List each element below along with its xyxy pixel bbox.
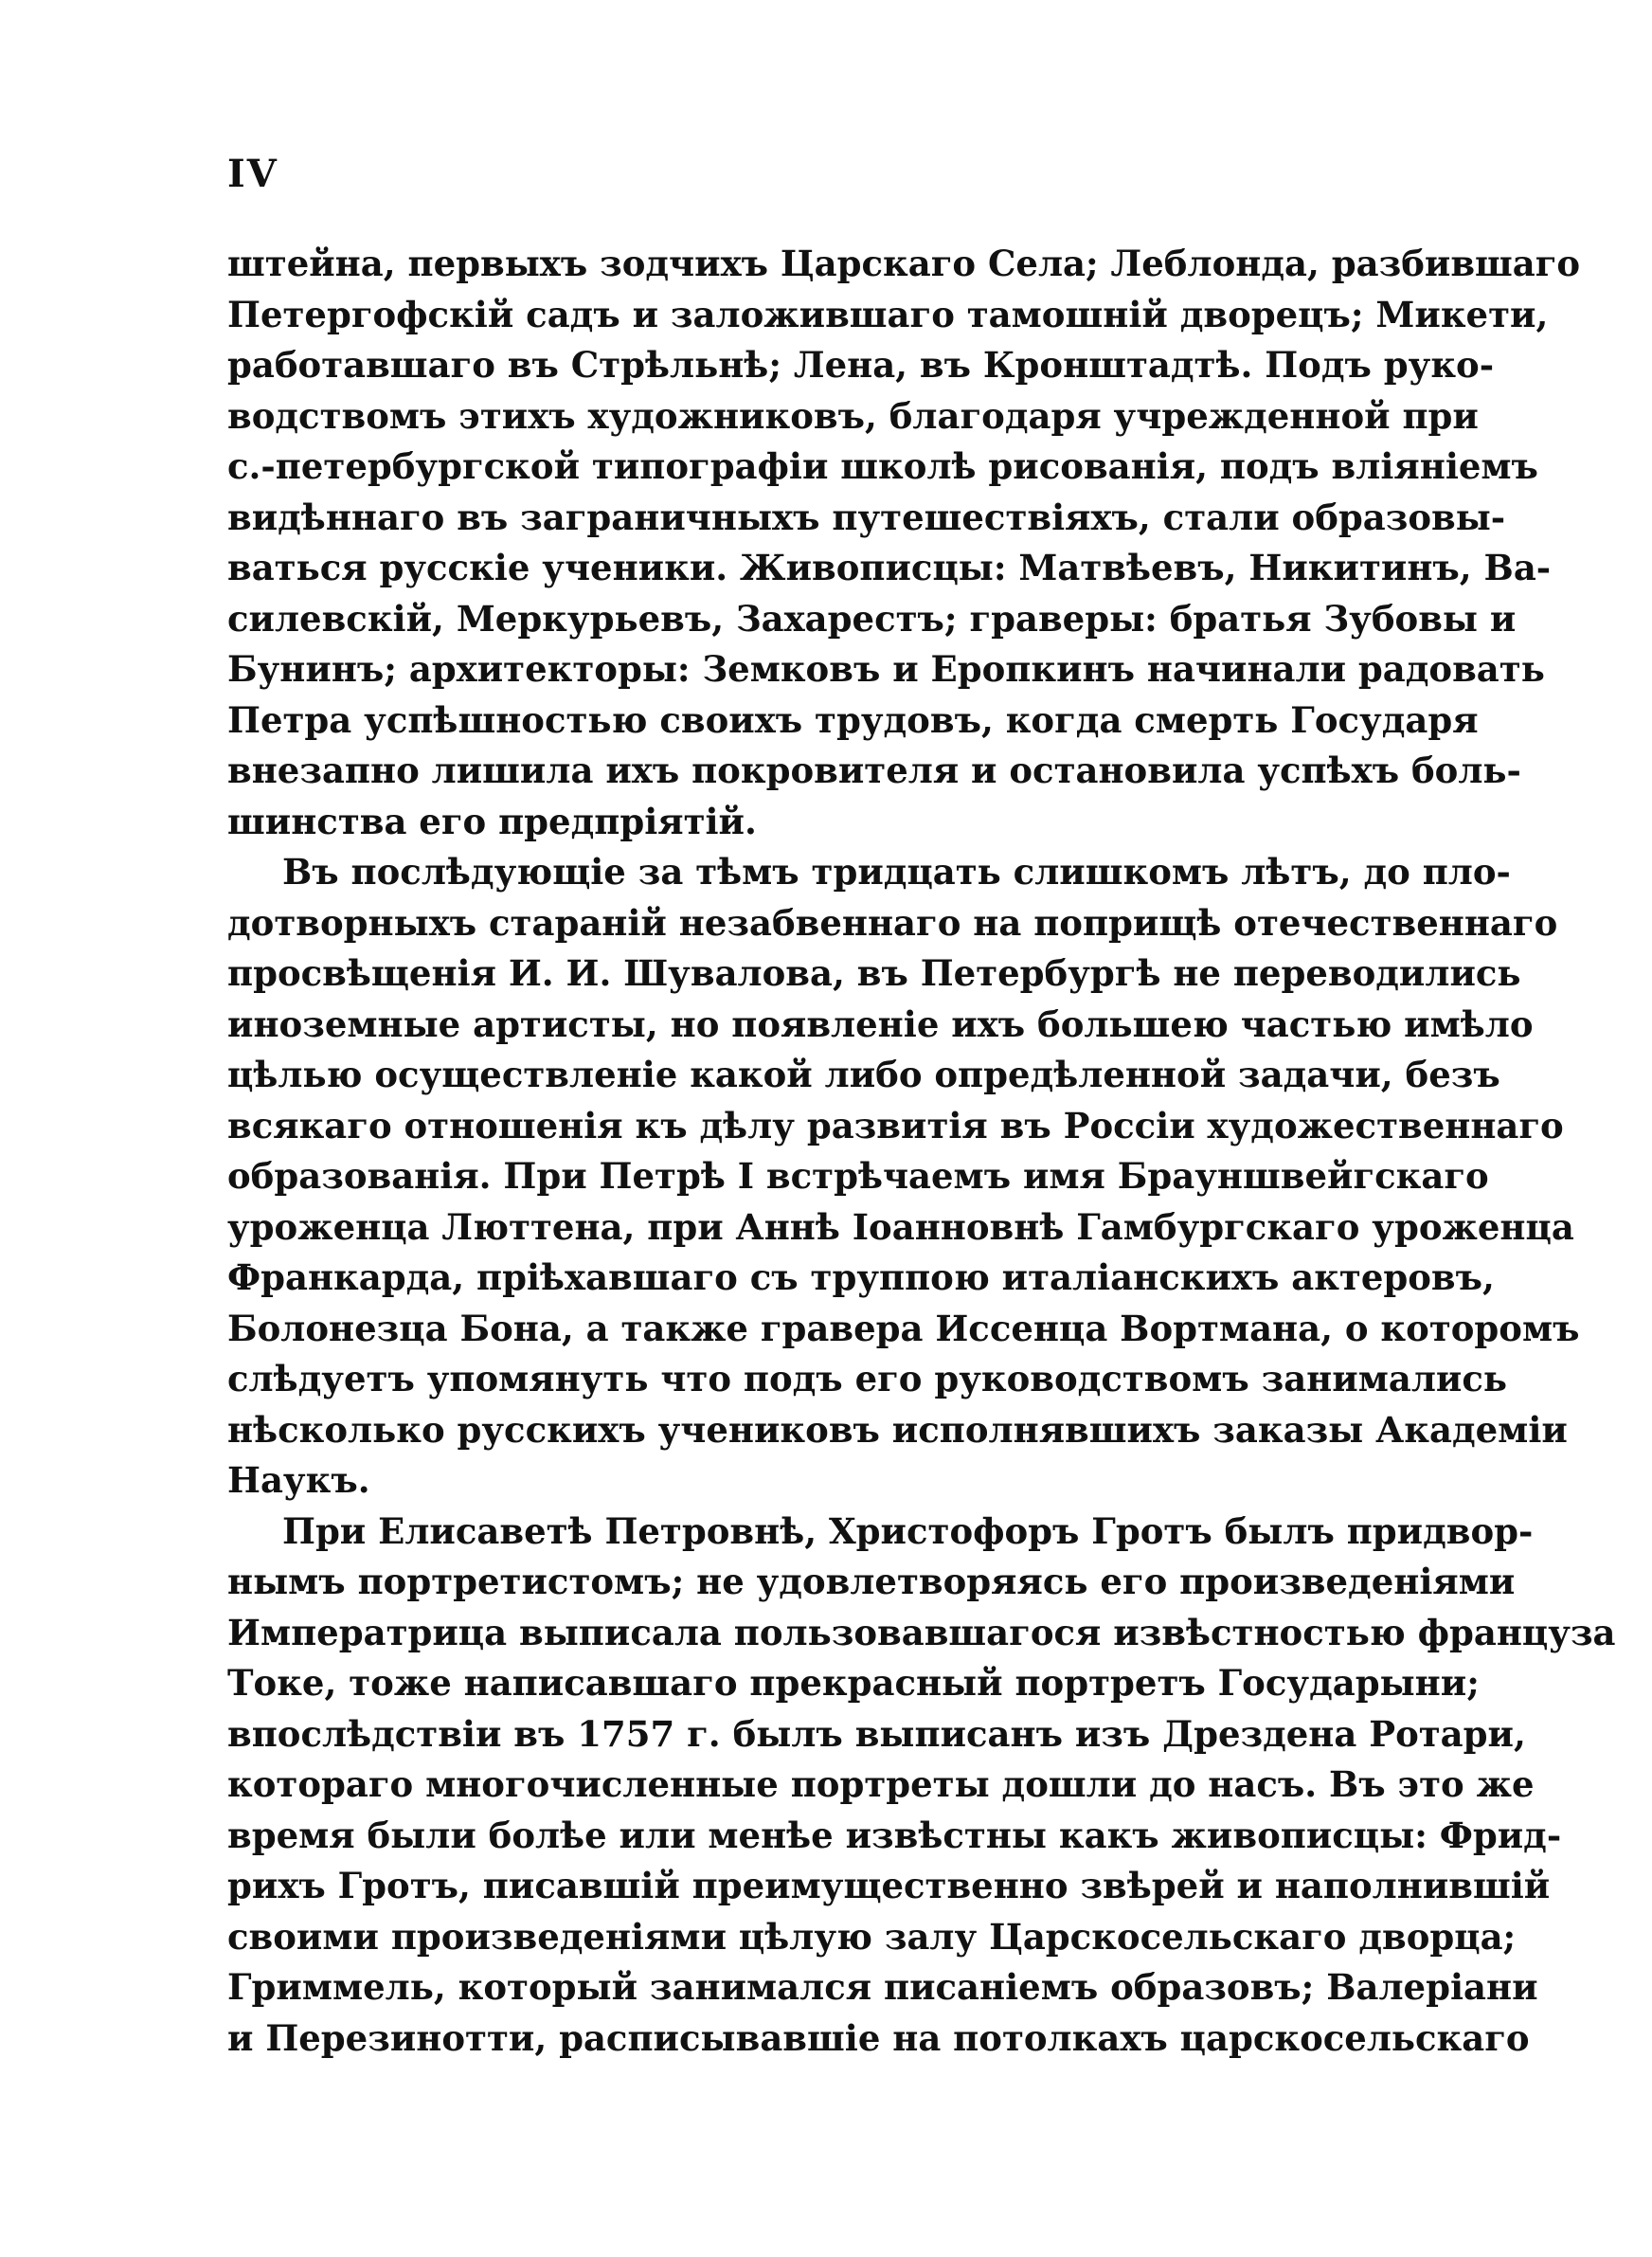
text-line: и Перезинотти, расписывавшіе на потолкахъ царскосельскаго [227, 2016, 1530, 2059]
text-line: Императрица выписала пользовавшагося извѣстностью француза [227, 1611, 1616, 1653]
text-line: Гриммель, который занимался писаніемъ образовъ; Валеріани [227, 1966, 1538, 2008]
text-line: шинства его предпріятій. [227, 800, 757, 842]
text-line: Франкарда, пріѣхавшаго съ труппою италіанскихъ актеровъ, [227, 1256, 1495, 1298]
paragraph [227, 239, 1581, 847]
text-line: дотворныхъ стараній незабвеннаго на поприщѣ отечественнаго [227, 901, 1558, 944]
paragraph [227, 847, 1580, 1507]
text-line: Петра успѣшностью своихъ трудовъ, когда смерть Государя [227, 698, 1479, 741]
text-line: видѣннаго въ заграничныхъ путешествіяхъ, стали образовы- [227, 496, 1506, 538]
text-line: просвѣщенія И. И. Шувалова, въ Петербургѣ не переводились [227, 952, 1521, 994]
text-line: слѣдуетъ упомянуть что подъ его руководствомъ занимались [227, 1358, 1507, 1399]
text-line: Петергофскій садъ и заложившаго тамошній дворецъ; Микети, [227, 293, 1549, 335]
text-line: котораго многочисленные портреты дошли до насъ. Въ это же [227, 1763, 1535, 1805]
text-line: своими произведеніями цѣлую залу Царскосельскаго дворца; [227, 1915, 1517, 1958]
text-line: Въ послѣдующіе за тѣмъ тридцать слишкомъ лѣтъ, до пло- [282, 851, 1511, 893]
text-line: водствомъ этихъ художниковъ, благодаря учрежденной при [227, 394, 1479, 437]
text-line: нѣсколько русскихъ учениковъ исполнявшихъ заказы Академіи [227, 1408, 1568, 1451]
text-line: Бунинъ; архитекторы: Земковъ и Еропкинъ начинали радовать [227, 648, 1545, 690]
text-line: штейна, первыхъ зодчихъ Царскаго Села; Леблонда, разбившаго [227, 243, 1581, 284]
text-line: работавшаго въ Стрѣльнѣ; Лена, въ Кронштадтѣ. Подъ руко- [227, 344, 1495, 386]
body-text [227, 239, 1616, 2064]
text-line: Наукъ. [227, 1459, 370, 1501]
text-line: силевскій, Меркурьевъ, Захарестъ; граверы: братья Зубовы и [227, 597, 1517, 640]
text-line: образованія. При Петрѣ I встрѣчаемъ имя Брауншвейгскаго [227, 1155, 1489, 1197]
text-line: ваться русскіе ученики. Живописцы: Матвѣевъ, Никитинъ, Ва- [227, 547, 1552, 588]
text-line: уроженца Люттена, при Аннѣ Іоанновнѣ Гамбургскаго уроженца [227, 1205, 1574, 1248]
page-number: IV [227, 152, 278, 196]
text-line: Болонезца Бона, а также гравера Иссенца Вортмана, о которомъ [227, 1307, 1580, 1349]
text-line: иноземные артисты, но появленіе ихъ большею частью имѣло [227, 1002, 1534, 1045]
text-line: При Елисаветѣ Петровнѣ, Христофоръ Гротъ былъ придвор- [282, 1509, 1534, 1552]
text-line: цѣлью осуществленіе какой либо опредѣленной задачи, безъ [227, 1054, 1500, 1095]
text-line: нымъ портретистомъ; не удовлетворяясь его произведеніями [227, 1561, 1516, 1602]
text-line: время были болѣе или менѣе извѣстны какъ живописцы: Фрид- [227, 1814, 1562, 1856]
paragraph [227, 1507, 1616, 2065]
text-line: всякаго отношенія къ дѣлу развитія въ Россіи художественнаго [227, 1104, 1564, 1147]
text-line: рихъ Гротъ, писавшій преимущественно звѣрей и наполнившій [227, 1865, 1551, 1906]
text-line: впослѣдствіи въ 1757 г. былъ выписанъ изъ Дрездена Ротари, [227, 1712, 1526, 1755]
text-line: Токе, тоже написавшаго прекрасный портретъ Государыни; [227, 1662, 1480, 1704]
text-line: внезапно лишила ихъ покровителя и остановила успѣхъ боль- [227, 749, 1521, 791]
text-line: с.-петербургской типографіи школѣ рисованія, подъ вліяніемъ [227, 445, 1538, 487]
